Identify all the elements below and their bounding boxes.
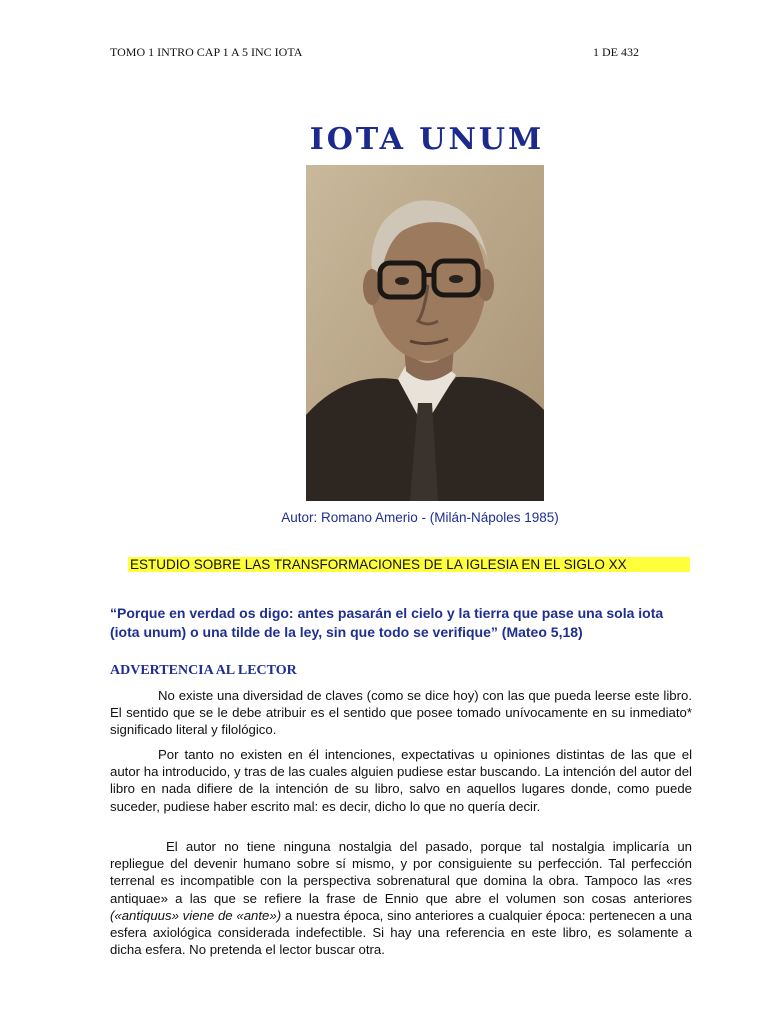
highlighted-subtitle: ESTUDIO SOBRE LAS TRANSFORMACIONES DE LA IGLESIA EN EL SIGLO XX bbox=[128, 557, 690, 572]
section-heading: ADVERTENCIA AL LECTOR bbox=[110, 663, 297, 678]
portrait-photo-icon bbox=[306, 165, 544, 501]
paragraph-3-text bbox=[110, 838, 692, 958]
page-title: IOTA UNUM bbox=[309, 122, 545, 157]
epigraph-quote: “Porque en verdad os digo: antes pasarán el cielo y la tierra que pase una sola iota (iota unum) o una tilde de la ley, sin que todo se verifique” (Mateo 5,18) bbox=[110, 605, 664, 640]
paragraph-2-text: Por tanto no existen en él intenciones, expectativas u opiniones distintas de las que el autor ha introducido, y tras de las cuales alguien pudiese estar buscando. La intención del autor del libro en nada difiere de la intención de su libro, salvo en aquellos lugares donde, como puede suceder, pudiese haber escrito mal: es decir, dicho lo que no quería decir. bbox=[110, 747, 692, 814]
paragraph-3-italic: («antiquus» viene de «ante») bbox=[110, 907, 282, 923]
paragraph-3 bbox=[110, 838, 692, 958]
paragraph-3-part-a: El autor no tiene ninguna nostalgia del pasado, porque tal nostalgia implicaría un repliegue del devenir humano sobre sí mismo, y por consiguiente su perfección. Tal perfección terrenal es incompatible con la perspectiva sobrenatural que domina la obra. Tampoco las «res antiquae» a las que se refiere la frase de Ennio que abre el volumen son cosas anteriores bbox=[110, 839, 692, 906]
author-caption: Autor: Romano Amerio - (Milán-Nápoles 1985) bbox=[281, 510, 559, 525]
paragraph-1 bbox=[110, 687, 692, 739]
paragraph-2 bbox=[110, 746, 692, 815]
page-counter: 1 DE 432 bbox=[593, 45, 639, 59]
paragraph-1-text: No existe una diversidad de claves (como se dice hoy) con las que pueda leerse este libro. El sentido que se le debe atribuir es el sentido que posee tomado unívocamente en su inmediato* significado literal y filológico. bbox=[110, 688, 692, 738]
running-header-left: TOMO 1 INTRO CAP 1 A 5 INC IOTA bbox=[110, 45, 303, 59]
paragraph-3-part-b: a nuestra época, sino anteriores a cualquier época: pertenecen a una esfera axiológica considerada indefectible. Si hay una referencia en este libro, es solamente a dicha esfera. No pretenda el lector buscar otra. bbox=[110, 907, 692, 958]
